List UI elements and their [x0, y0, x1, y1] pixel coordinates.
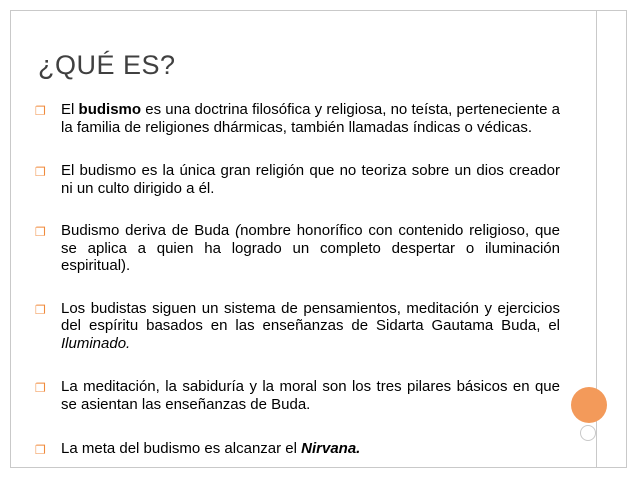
bullet-text: Los budistas siguen un sistema de pensamientos, meditación y ejercicios del espíritu basados en las enseñanzas de Sidarta Gautama Buda, el Iluminado.: [61, 299, 560, 352]
bullet-item: [30, 440, 560, 458]
decorative-small-circle: [580, 425, 596, 441]
decorative-orange-circle: [571, 387, 607, 423]
bullet-marker-icon: ❐: [35, 165, 46, 179]
bullet-text: El budismo es una doctrina filosófica y religiosa, no teísta, perteneciente a la familia de religiones dhármicas, también llamadas índicas o védicas.: [61, 101, 560, 136]
bullet-text: El budismo es la única gran religión que no teoriza sobre un dios creador ni un culto dirigido a él.: [61, 162, 560, 197]
bullet-text: La meta del budismo es alcanzar el Nirvana.: [61, 440, 361, 457]
slide-title: ¿QUÉ ES?: [38, 50, 176, 80]
bullet-text: La meditación, la sabiduría y la moral son los tres pilares básicos en que se asientan las enseñanzas de Buda.: [61, 378, 560, 413]
bullet-marker-icon: ❐: [35, 443, 46, 457]
bullet-text: Budismo deriva de Buda (nombre honorífico con contenido religioso, que se aplica a quien ha logrado un completo despertar o iluminación espiritual).: [61, 222, 560, 274]
bullet-item: [30, 378, 560, 413]
bullet-marker-icon: ❐: [35, 381, 46, 395]
bullet-marker-icon: ❐: [35, 104, 46, 118]
bullet-list: [30, 96, 560, 458]
bullet-marker-icon: ❐: [35, 225, 46, 239]
bullet-marker-icon: ❐: [35, 302, 46, 317]
bullet-item: [30, 300, 560, 353]
bullet-item: [30, 162, 560, 197]
bullet-item: [30, 222, 560, 275]
bullet-item: [30, 101, 560, 136]
